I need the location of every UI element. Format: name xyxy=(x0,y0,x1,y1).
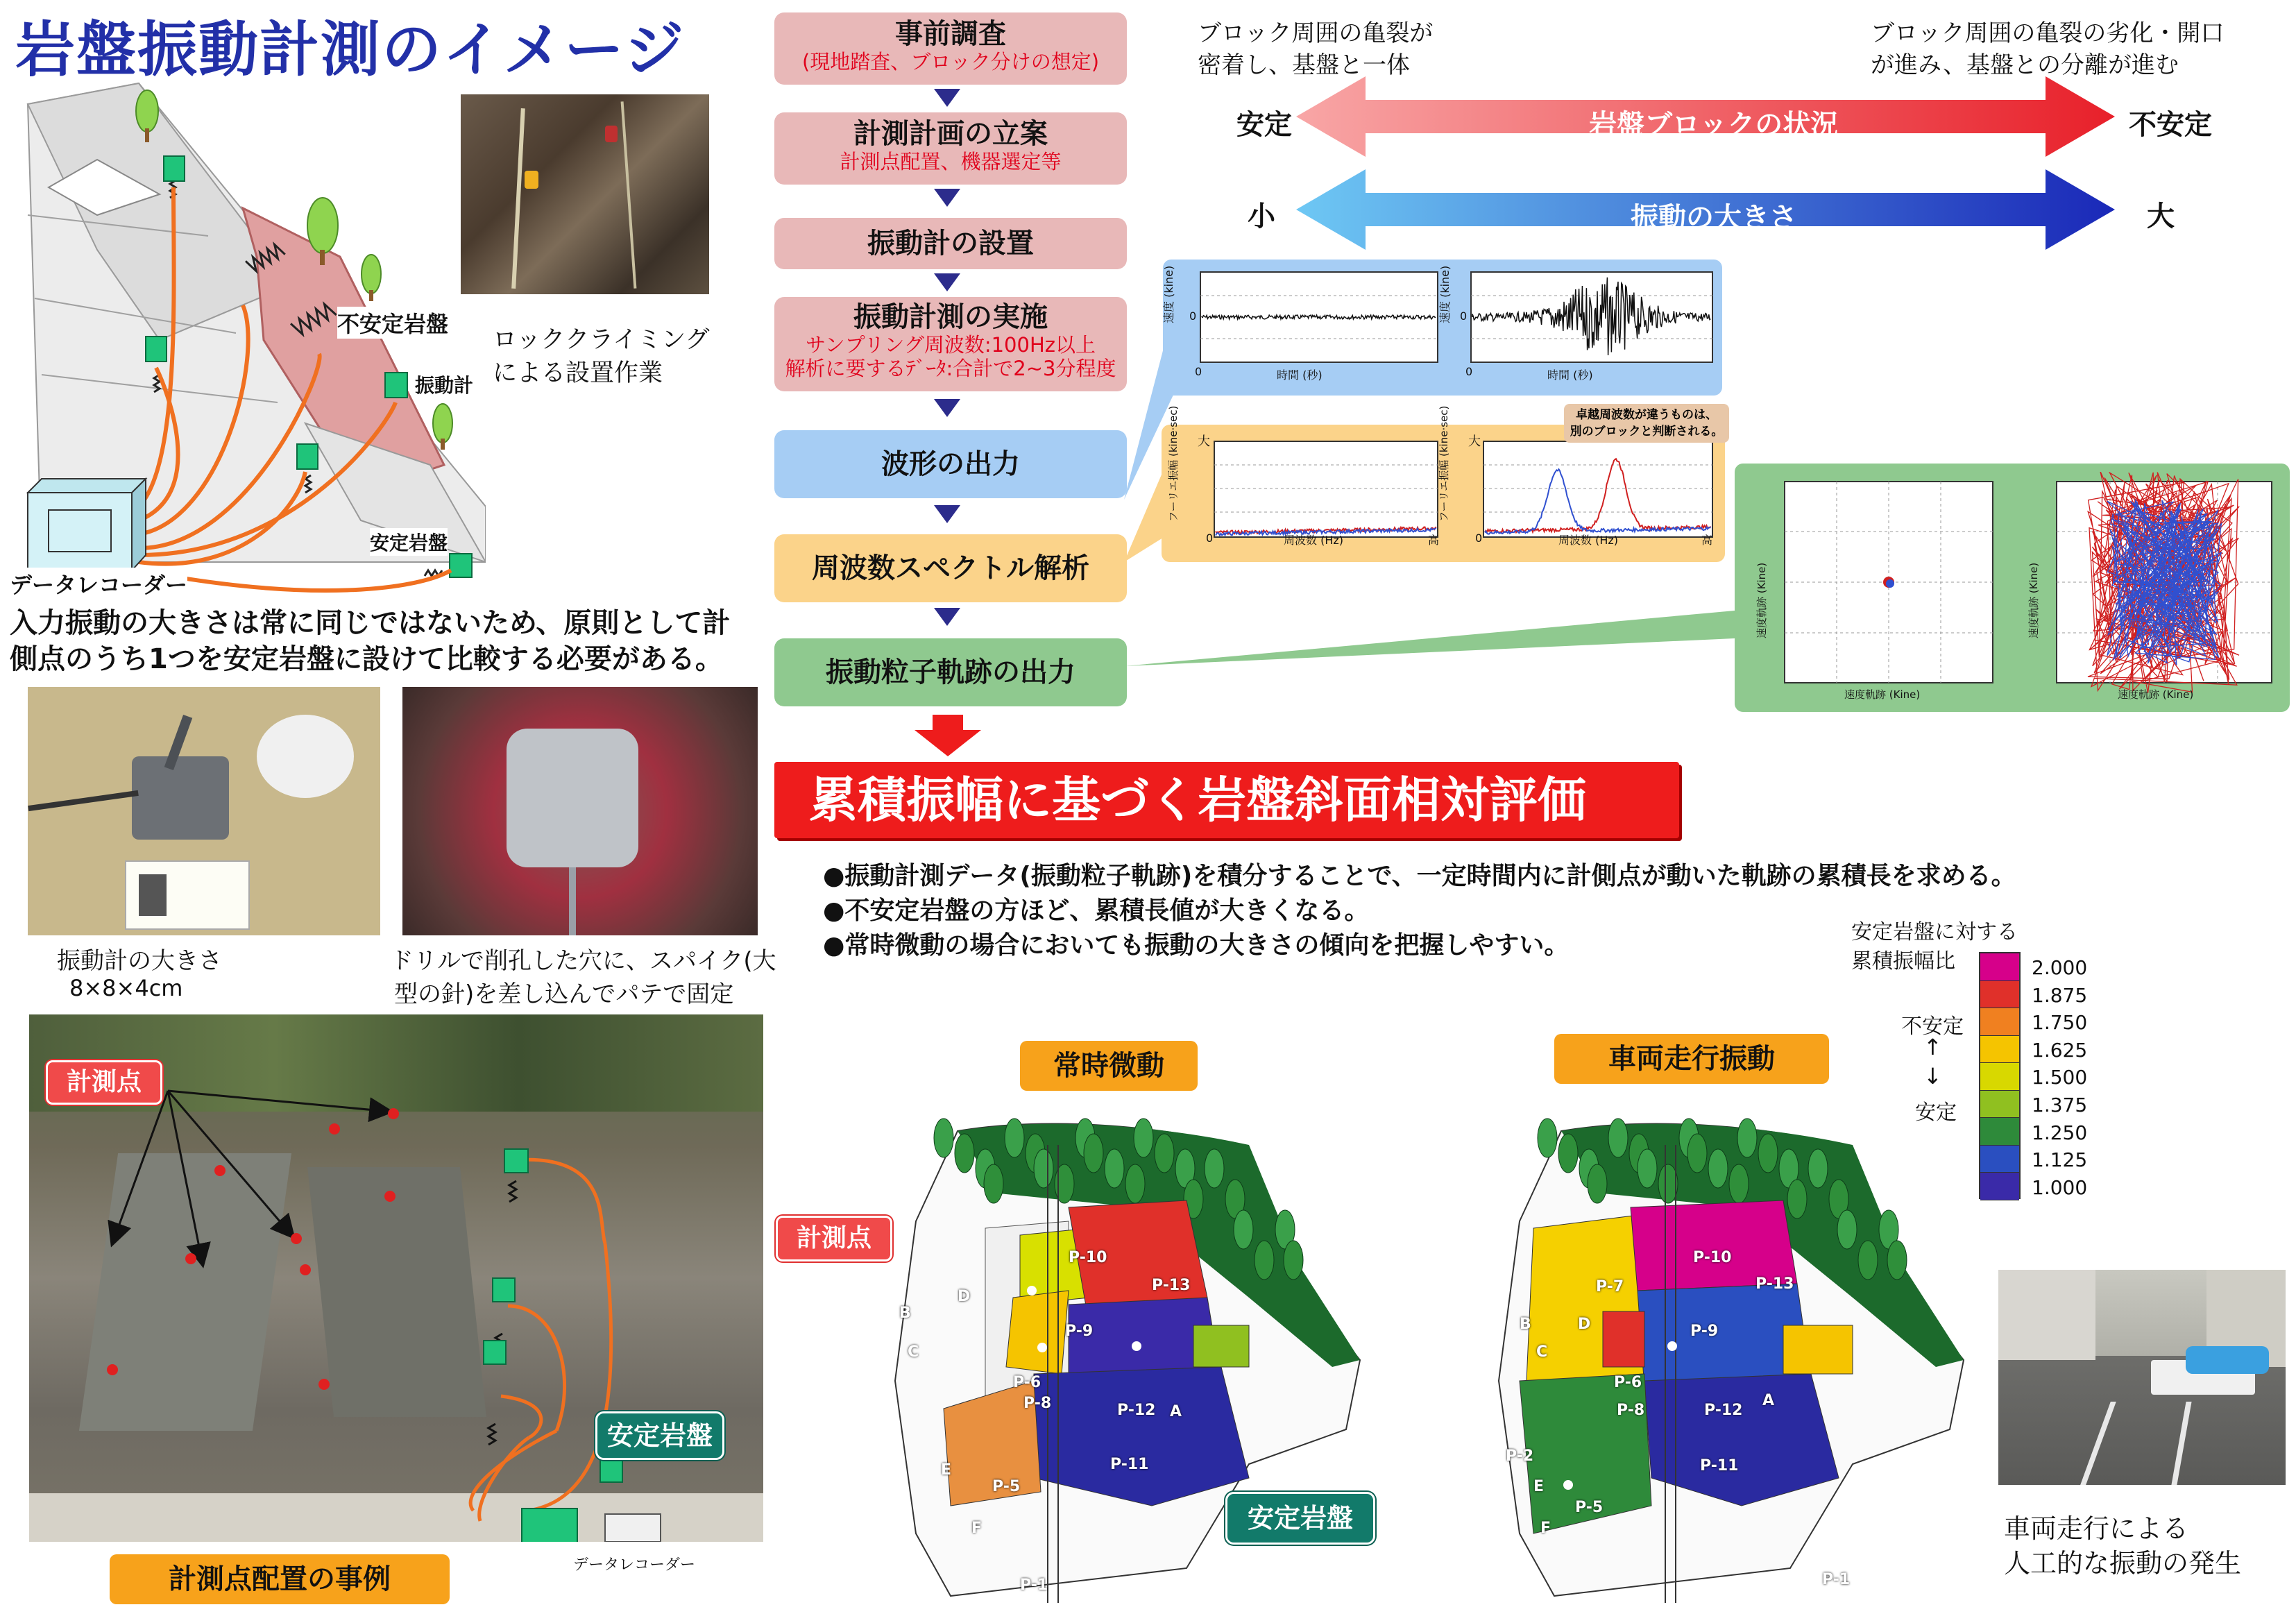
sensor-icon xyxy=(504,1149,528,1173)
legend-value: 1.125 xyxy=(2032,1148,2088,1172)
unstable-condition-note-2: が進み、基盤との分離が進む xyxy=(1871,51,2179,79)
spectrum-zero-label: 0 xyxy=(1206,532,1214,545)
flow-arrow xyxy=(934,189,960,207)
tree-icon xyxy=(1858,1241,1878,1280)
stable-condition-note-1: ブロック周囲の亀裂が xyxy=(1198,19,1434,47)
map-point-label: E xyxy=(1533,1478,1545,1495)
waveform-x-axis-label: 時間 (秒) xyxy=(1277,368,1323,382)
unstable-condition-note-1: ブロック周囲の亀裂の劣化・開口 xyxy=(1871,19,2225,47)
principle-text-2: 側点のうち1つを安定岩盤に設けて比較する必要がある。 xyxy=(10,643,723,675)
unstable-rock-label: 不安定岩盤 xyxy=(337,307,448,339)
rock-condition-label: 岩盤ブロックの状況 xyxy=(1589,109,1839,141)
flow-arrow xyxy=(934,399,960,417)
principle-text-1: 入力振動の大きさは常に同じではないため、原則として計 xyxy=(10,607,731,639)
flow-step-survey: 事前調査 (現地踏査、ブロック分けの想定) xyxy=(774,12,1127,85)
map-point-label: P-7 xyxy=(1596,1278,1624,1295)
tree-icon xyxy=(1708,1149,1728,1188)
stable-condition-note-2: 密着し、基盤と一体 xyxy=(1198,51,1410,79)
case-recorder-label: データレコーダー xyxy=(570,1553,698,1574)
map-point-label: E xyxy=(941,1461,952,1479)
map-point-label: P-11 xyxy=(1700,1457,1739,1475)
trajectory-y-axis-label: 速度軌跡 (Kine) xyxy=(1755,562,1768,638)
sensor-icon xyxy=(600,1459,622,1482)
tree-icon xyxy=(1155,1134,1174,1173)
map-point-label: D xyxy=(1578,1316,1591,1333)
stable-rock-label: 安定岩盤 xyxy=(370,528,448,556)
tree-icon xyxy=(1608,1119,1628,1157)
case-measurement-point-badge: 計測点 xyxy=(46,1060,162,1105)
legend-value: 1.625 xyxy=(2032,1038,2088,1062)
sensor-size-photo xyxy=(28,687,380,935)
tree-icon xyxy=(362,255,381,301)
legend-color-swatch xyxy=(1980,1146,2019,1173)
waveform-x-zero-2: 0 xyxy=(1465,365,1473,378)
flow-step-plan: 計測計画の立案 計測点配置、機器選定等 xyxy=(774,112,1127,185)
legend-color-swatch xyxy=(1980,1091,2019,1119)
legend-value: 1.000 xyxy=(2032,1175,2088,1199)
flow-arrow xyxy=(934,89,960,107)
waveform-zero-label-2: 0 xyxy=(1460,309,1468,323)
map-point-label: P-2 xyxy=(1506,1447,1534,1465)
tree-icon xyxy=(1787,1180,1807,1218)
spectrum-x-axis-label-2: 周波数 (Hz) xyxy=(1558,534,1619,547)
sensor-icon xyxy=(450,554,472,577)
evaluation-title: 累積振幅に基づく岩盤斜面相対評価 xyxy=(774,762,1679,838)
map-point-label: A xyxy=(1170,1403,1182,1420)
measurement-point-marker xyxy=(291,1233,302,1244)
legend-value: 2.000 xyxy=(2032,956,2088,979)
waveform-zero-label: 0 xyxy=(1189,309,1197,323)
tree-icon xyxy=(1658,1164,1678,1203)
sensor-icon xyxy=(385,373,407,398)
tree-icon xyxy=(1837,1210,1857,1249)
case-stable-rock-badge: 安定岩盤 xyxy=(595,1411,724,1460)
tree-icon xyxy=(1737,1119,1757,1157)
legend-value: 1.875 xyxy=(2032,983,2088,1007)
tree-icon xyxy=(1538,1119,1557,1157)
flow-arrow xyxy=(934,505,960,523)
tree-icon xyxy=(1284,1241,1303,1280)
climbing-caption-1: ロッククライミング xyxy=(493,326,710,354)
tree-icon xyxy=(1134,1119,1153,1157)
trajectory-chart-stable xyxy=(1742,472,2005,706)
flow-step-measure: 振動計測の実施 サンプリング周波数:100Hz以上 解析に要するﾃﾞｰﾀ:合計で2~3分程度 xyxy=(774,297,1127,391)
measurement-point-marker xyxy=(329,1123,340,1135)
sensor-icon xyxy=(164,156,185,181)
legend-value: 1.250 xyxy=(2032,1121,2088,1144)
measurement-point-marker xyxy=(388,1108,399,1119)
legend-color-swatch xyxy=(1980,1036,2019,1064)
legend-down-arrow: ↓ xyxy=(1923,1063,1942,1089)
tree-icon xyxy=(1125,1164,1145,1203)
evaluation-bullet-2: ●不安定岩盤の方ほど、累積長値が大きくなる。 xyxy=(823,897,1370,925)
small-label: 小 xyxy=(1248,201,1275,232)
tree-icon xyxy=(1808,1149,1828,1188)
sensor-size-caption-2: 8×8×4cm xyxy=(69,975,183,1001)
sensor-label: 振動計 xyxy=(415,374,474,397)
tree-icon xyxy=(1105,1149,1124,1188)
large-label: 大 xyxy=(2147,201,2175,232)
unstable-label: 不安定 xyxy=(2129,109,2212,141)
legend-title-1: 安定岩盤に対する xyxy=(1851,920,2018,944)
map-stable-rock-badge: 安定岩盤 xyxy=(1225,1492,1375,1545)
legend-unstable-label: 不安定 xyxy=(1901,1014,1964,1039)
map-point-label: P-11 xyxy=(1110,1456,1149,1473)
vehicle-caption-2: 人工的な振動の発生 xyxy=(2004,1548,2242,1579)
map-point-label: P-13 xyxy=(1755,1275,1794,1293)
vehicle-caption-1: 車両走行による xyxy=(2004,1513,2189,1544)
recorder-label: データレコーダー xyxy=(10,568,187,600)
map-point-label: P-6 xyxy=(1614,1374,1642,1391)
measurement-point-marker xyxy=(318,1379,330,1390)
trajectory-y-axis-label-2: 速度軌跡 (Kine) xyxy=(2027,562,2040,638)
tree-icon xyxy=(1687,1134,1707,1173)
tree-icon xyxy=(1205,1149,1224,1188)
tree-icon xyxy=(1638,1149,1657,1188)
tree-icon xyxy=(955,1134,974,1173)
tree-icon xyxy=(1084,1134,1103,1173)
tree-icon xyxy=(433,404,452,450)
legend-value: 1.375 xyxy=(2032,1094,2088,1116)
flow-arrow xyxy=(934,608,960,626)
spectrum-big-label-2: 大 xyxy=(1468,434,1481,449)
measurement-point-marker xyxy=(300,1264,311,1275)
legend-title-2: 累積振幅比 xyxy=(1851,949,1955,974)
tree-icon xyxy=(1887,1241,1907,1280)
flow-step-waveform: 波形の出力 xyxy=(774,430,1127,498)
slope-diagram xyxy=(0,76,486,604)
legend-value: 1.500 xyxy=(2032,1066,2088,1089)
down-arrow-icon xyxy=(915,715,981,756)
vehicle-photo xyxy=(1998,1270,2286,1485)
spectrum-big-label: 大 xyxy=(1198,434,1210,449)
ambient-vibration-title: 常時微動 xyxy=(1020,1041,1198,1091)
spectrum-y-axis-label: フーリエ振幅 (kine·sec) xyxy=(1167,405,1180,522)
legend-up-arrow: ↑ xyxy=(1923,1034,1942,1060)
map-point-label: P-12 xyxy=(1117,1402,1156,1419)
case-title-badge: 計測点配置の事例 xyxy=(110,1554,450,1604)
spectrum-high-label: 高 xyxy=(1428,534,1440,547)
sensor-icon xyxy=(493,1278,515,1302)
trajectory-x-axis-label: 速度軌跡 (Kine) xyxy=(1844,688,1921,701)
evaluation-bullet-3: ●常時微動の場合においても振動の大きさの傾向を把握しやすい。 xyxy=(823,931,1570,960)
map-point-label: P-10 xyxy=(1693,1249,1732,1266)
tree-icon xyxy=(1034,1149,1053,1188)
map-point-label: D xyxy=(958,1288,971,1305)
map-point-label: C xyxy=(1536,1343,1548,1361)
map-point-label: P-9 xyxy=(1065,1323,1094,1340)
legend-color-swatch xyxy=(1980,1173,2019,1200)
spectrum-note-line-1: 卓越周波数が違うものは、 xyxy=(1576,408,1717,422)
legend-color-swatch xyxy=(1980,953,2019,981)
map-point-label: P-1 xyxy=(1020,1577,1048,1594)
legend-value: 1.750 xyxy=(2032,1011,2088,1035)
waveform-x-zero: 0 xyxy=(1195,365,1202,378)
legend-color-swatch xyxy=(1980,981,2019,1009)
map-point-label: P-5 xyxy=(992,1478,1021,1495)
data-recorder-icon xyxy=(28,479,146,570)
stable-label: 安定 xyxy=(1236,109,1292,141)
map-point-label: F xyxy=(971,1520,983,1537)
flow-step-spectrum: 周波数スペクトル解析 xyxy=(774,534,1127,602)
measurement-point-marker xyxy=(214,1165,226,1176)
tree-icon xyxy=(934,1119,953,1157)
sensor-icon xyxy=(484,1341,506,1364)
map-measurement-point-badge: 計測点 xyxy=(776,1216,892,1261)
waveform-x-axis-label-2: 時間 (秒) xyxy=(1547,368,1593,382)
flow-step-install: 振動計の設置 xyxy=(774,218,1127,269)
spectrum-note-line-2: 別のブロックと判断される。 xyxy=(1570,425,1724,439)
measurement-point-marker xyxy=(185,1253,196,1264)
spectrum-high-label-2: 高 xyxy=(1701,534,1713,547)
spectrum-note xyxy=(1564,404,1729,443)
flow-step-trajectory: 振動粒子軌跡の出力 xyxy=(774,638,1127,706)
map-point-label: F xyxy=(1540,1520,1551,1537)
sensor-size-caption-1: 振動計の大きさ xyxy=(57,947,222,975)
map-point-label: P-6 xyxy=(1013,1374,1041,1391)
spectrum-y-axis-label-2: フーリエ振幅 (kine·sec) xyxy=(1438,405,1450,522)
vehicle-vibration-title: 車両走行振動 xyxy=(1554,1034,1829,1084)
map-point-label: A xyxy=(1762,1392,1775,1409)
map-point-label: P-10 xyxy=(1069,1249,1107,1266)
waveform-y-axis-label: 速度 (kine) xyxy=(1162,265,1175,323)
trajectory-chart-unstable xyxy=(2014,472,2286,706)
drill-caption-1: ドリルで削孔した穴に、スパイク(大 xyxy=(390,947,776,975)
tree-icon xyxy=(1558,1134,1578,1173)
tree-icon xyxy=(1255,1241,1274,1280)
legend-color-swatch xyxy=(1980,1063,2019,1091)
map-point-label: B xyxy=(1520,1316,1531,1333)
spectrum-zero-label-2: 0 xyxy=(1475,532,1483,545)
flow-arrow xyxy=(934,273,960,291)
map-point-label: B xyxy=(899,1305,911,1322)
legend-colorbar xyxy=(1979,952,2021,1199)
trajectory-x-axis-label-2: 速度軌跡 (Kine) xyxy=(2118,688,2194,701)
measurement-point-marker xyxy=(107,1364,118,1375)
map-point-label: P-9 xyxy=(1690,1323,1719,1340)
drill-caption-2: 型の針)を差し込んでパテで固定 xyxy=(394,980,734,1008)
map-point-label: P-8 xyxy=(1023,1395,1052,1412)
map-point-label: P-12 xyxy=(1704,1402,1743,1419)
map-point-label: P-8 xyxy=(1617,1402,1645,1419)
sensor-icon xyxy=(146,337,167,362)
spectrum-x-axis-label: 周波数 (Hz) xyxy=(1284,534,1344,547)
legend-stable-label: 安定 xyxy=(1915,1101,1957,1125)
map-point-label: C xyxy=(908,1343,919,1361)
map-point-label: P-1 xyxy=(1822,1571,1851,1588)
legend-color-swatch xyxy=(1980,1118,2019,1146)
drill-install-photo xyxy=(402,687,758,935)
tree-icon xyxy=(1758,1134,1778,1173)
data-recorder-icon xyxy=(522,1509,661,1542)
tree-icon xyxy=(1588,1164,1607,1203)
map-point-label: P-13 xyxy=(1152,1277,1191,1294)
measurement-point-marker xyxy=(384,1191,396,1202)
legend-values xyxy=(2032,956,2115,1213)
tree-icon xyxy=(1005,1119,1024,1157)
tree-icon xyxy=(984,1164,1003,1203)
vibration-magnitude-label: 振動の大きさ xyxy=(1631,202,1797,234)
rock-climbing-photo xyxy=(461,94,709,294)
map-point-label: P-5 xyxy=(1575,1499,1604,1516)
climbing-caption-2: による設置作業 xyxy=(493,359,663,387)
evaluation-bullet-1: ●振動計測データ(振動粒子軌跡)を積分することで、一定時間内に計側点が動いた軌跡の累積長を求める。 xyxy=(823,862,2016,890)
waveform-y-axis-label-2: 速度 (kine) xyxy=(1438,265,1452,323)
tree-icon xyxy=(1729,1164,1749,1203)
page-title: 岩盤振動計測のイメージ xyxy=(15,15,686,85)
sensor-icon xyxy=(297,444,318,469)
legend-color-swatch xyxy=(1980,1008,2019,1036)
tree-icon xyxy=(1234,1210,1253,1249)
